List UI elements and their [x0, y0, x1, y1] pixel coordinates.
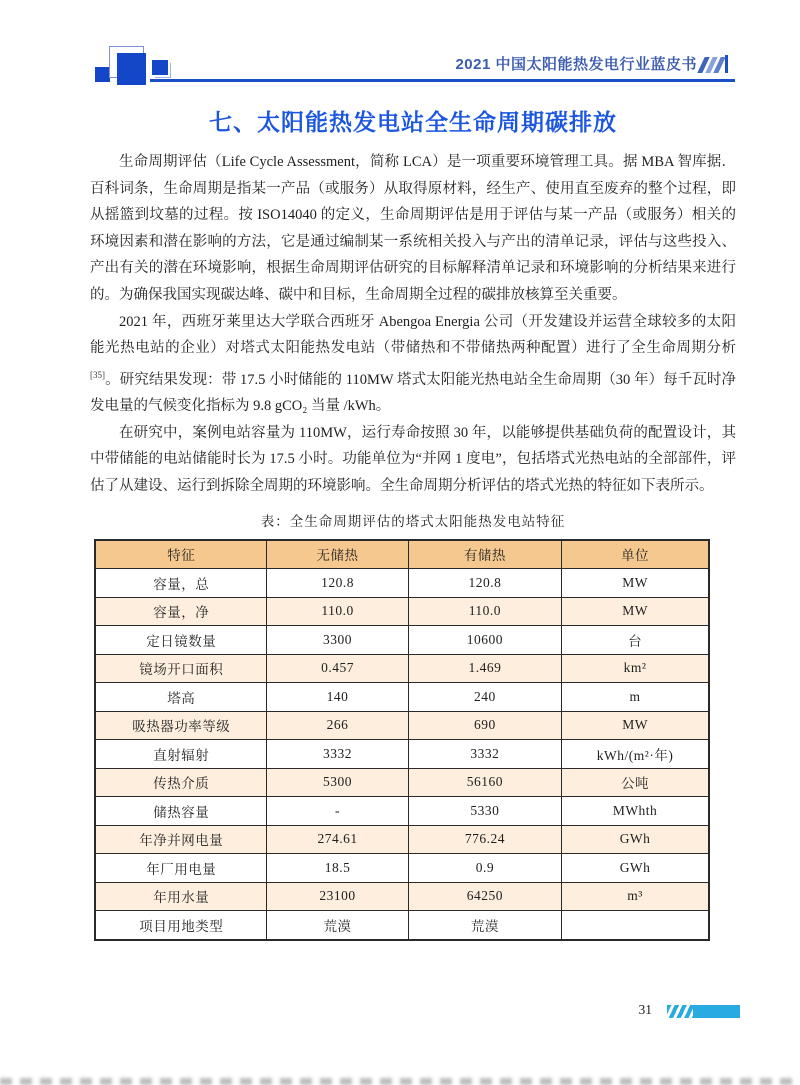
table-row — [95, 654, 709, 683]
feature-cell: 定日镜数量 — [95, 626, 267, 655]
unit-cell — [562, 911, 709, 940]
unit-cell: GWh — [562, 825, 709, 854]
paragraph-text: 生命周期评估（Life Cycle Assessment，简称 LCA）是一项重要环境管理工具。据 MBA 智库据．百科词条，生命周期是指某一产品（或服务）从取得原材料，经生产、使用直至废弃的整个过程，即从摇篮到坟墓的过程。按 ISO14040 的定义，生命周期评估是用于评估与某一产品（或服务）相关的环境因素和潜在影响的方法，它是通过编制某一系统相关投入与产出的清单记录，评估与这些投入、产出有关的潜在环境影响，根据生命周期评估研究的目标解释清单记录和环境影响的分析结果来进行的。为确保我国实现碳达峰、碳中和目标，生命周期全过程的碳排放核算至关重要。 — [90, 154, 736, 303]
paragraph-lca-intro — [90, 149, 736, 309]
value-cell: 3332 — [267, 740, 408, 769]
value-cell: 1.469 — [408, 654, 562, 683]
value-cell: 240 — [408, 683, 562, 712]
value-cell: 10600 — [408, 626, 562, 655]
unit-cell: 台 — [562, 626, 709, 655]
unit-cell: m³ — [562, 882, 709, 911]
value-cell: 5300 — [267, 768, 408, 797]
citation-ref: [35] — [90, 369, 105, 380]
unit-cell: m — [562, 683, 709, 712]
value-cell: 23100 — [267, 882, 408, 911]
table-body — [95, 569, 709, 940]
value-cell: 776.24 — [408, 825, 562, 854]
value-cell: - — [267, 797, 408, 826]
page-header — [0, 0, 800, 96]
feature-cell: 年用水量 — [95, 882, 267, 911]
logo-square-large-icon — [117, 53, 146, 85]
paragraph-text: 在研究中，案例电站容量为 110MW，运行寿命按照 30 年，以能够提供基础负荷的配置设计，其中带储能的电站储能时长为 17.5 小时。功能单位为“并网 1 度电”，包括塔式光热电站的全部部件，评估了从建设、运行到拆除全周期的环境影响。全生命周期分析评估的塔式光热的特征如下表所示。 — [90, 424, 736, 494]
value-cell: 110.0 — [408, 597, 562, 626]
logo-square-small-left-icon — [95, 67, 110, 82]
value-cell: 64250 — [408, 882, 562, 911]
paragraph-text: 。研究结果发现：带 17.5 小时储能的 110MW 塔式太阳能光热电站全生命周期（30 年）每千瓦时净发电量的气候变化指标为 9.8 gCO₂ 当量 /kWh。 — [90, 371, 736, 415]
col-header-unit: 单位 — [562, 540, 709, 569]
striped-cyan-bar-icon — [667, 1005, 740, 1018]
page-number: 31 — [638, 1002, 652, 1017]
table-row — [95, 825, 709, 854]
value-cell: 56160 — [408, 768, 562, 797]
feature-cell: 塔高 — [95, 683, 267, 712]
feature-cell: 年净并网电量 — [95, 825, 267, 854]
value-cell: 3332 — [408, 740, 562, 769]
table-row — [95, 569, 709, 598]
table-row — [95, 911, 709, 940]
value-cell: 5330 — [408, 797, 562, 826]
paragraph-study-2021 — [90, 309, 736, 420]
value-cell: 0.9 — [408, 854, 562, 883]
bar-stripes — [667, 1005, 693, 1018]
scan-edge-artifact — [0, 1078, 800, 1085]
value-cell: 荒漠 — [267, 911, 408, 940]
booklet-title: 2021 中国太阳能热发电行业蓝皮书 — [455, 56, 697, 73]
triple-slash-icon — [701, 55, 737, 73]
page-content — [90, 96, 736, 941]
table-row — [95, 882, 709, 911]
feature-cell: 容量，净 — [95, 597, 267, 626]
unit-cell: kWh/(m²·年) — [562, 740, 709, 769]
value-cell: 266 — [267, 711, 408, 740]
header-rule — [150, 79, 735, 82]
feature-cell: 项目用地类型 — [95, 911, 267, 940]
value-cell: 荒漠 — [408, 911, 562, 940]
feature-cell: 储热容量 — [95, 797, 267, 826]
feature-cell: 直射辐射 — [95, 740, 267, 769]
table-row — [95, 597, 709, 626]
table-row — [95, 768, 709, 797]
table-header-row — [95, 540, 709, 569]
value-cell: 3300 — [267, 626, 408, 655]
table-row — [95, 740, 709, 769]
table-row — [95, 797, 709, 826]
unit-cell: km² — [562, 654, 709, 683]
table-caption: 表：全生命周期评估的塔式太阳能热发电站特征 — [260, 513, 566, 529]
unit-cell: 公吨 — [562, 768, 709, 797]
paragraph-case-design — [90, 420, 736, 500]
unit-cell: MW — [562, 711, 709, 740]
unit-cell: MWhth — [562, 797, 709, 826]
logo-square-small-right-icon — [152, 60, 168, 75]
table-row — [95, 626, 709, 655]
value-cell: 0.457 — [267, 654, 408, 683]
value-cell: 110.0 — [267, 597, 408, 626]
col-header-storage: 有储热 — [408, 540, 562, 569]
feature-cell: 容量，总 — [95, 569, 267, 598]
unit-cell: MW — [562, 597, 709, 626]
plant-characteristics-table — [94, 539, 710, 941]
table-row — [95, 711, 709, 740]
table-row — [95, 854, 709, 883]
section-title: 七、太阳能热发电站全生命周期碳排放 — [209, 109, 617, 135]
col-header-no-storage: 无储热 — [267, 540, 408, 569]
value-cell: 120.8 — [267, 569, 408, 598]
col-header-feature: 特征 — [95, 540, 267, 569]
value-cell: 120.8 — [408, 569, 562, 598]
paragraph-text: 2021 年，西班牙莱里达大学联合西班牙 Abengoa Energia 公司（开发建设并运营全球较多的太阳能光热电站的企业）对塔式太阳能热发电站（带储热和不带储热两种配置）进行了全生命周期分析 — [90, 313, 736, 357]
value-cell: 274.61 — [267, 825, 408, 854]
feature-cell: 传热介质 — [95, 768, 267, 797]
unit-cell: GWh — [562, 854, 709, 883]
value-cell: 140 — [267, 683, 408, 712]
unit-cell: MW — [562, 569, 709, 598]
feature-cell: 吸热器功率等级 — [95, 711, 267, 740]
value-cell: 18.5 — [267, 854, 408, 883]
bar-solid — [693, 1005, 740, 1018]
feature-cell: 年厂用电量 — [95, 854, 267, 883]
value-cell: 690 — [408, 711, 562, 740]
table-row — [95, 683, 709, 712]
feature-cell: 镜场开口面积 — [95, 654, 267, 683]
